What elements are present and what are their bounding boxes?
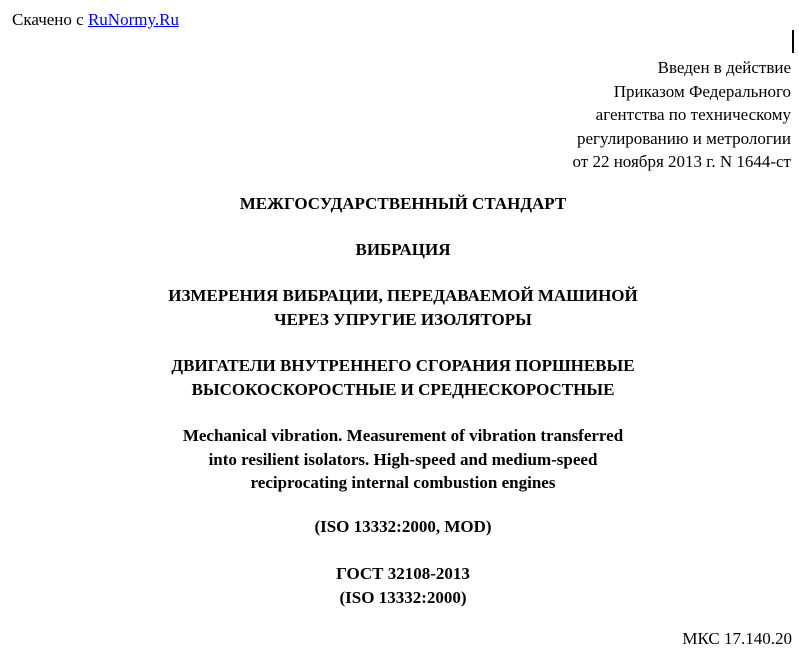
enactment-line: от 22 ноября 2013 г. N 1644-ст — [572, 152, 791, 171]
subtitle2-line: ДВИГАТЕЛИ ВНУТРЕННЕГО СГОРАНИЯ ПОРШНЕВЫЕ — [171, 356, 635, 375]
subtitle2-line: ВЫСОКОСКОРОСТНЫЕ И СРЕДНЕСКОРОСТНЫЕ — [191, 379, 615, 399]
gost-number-text: ГОСТ 32108-2013 — [336, 564, 470, 583]
source-line — [12, 9, 179, 31]
english-title-line: reciprocating internal combustion engines — [250, 473, 556, 492]
text-cursor — [792, 30, 794, 53]
english-title-line: Mechanical vibration. Measurement of vibration transferred — [182, 426, 624, 445]
standard-type-text: МЕЖГОСУДАРСТВЕННЫЙ СТАНДАРТ — [239, 194, 567, 213]
source-link[interactable]: RuNormy.Ru — [87, 10, 179, 29]
subtitle-block — [0, 284, 799, 331]
standard-type-heading — [0, 192, 799, 216]
subtitle2-block — [0, 354, 799, 401]
enactment-line: агентства по техническому — [595, 105, 791, 124]
subtitle-line: ИЗМЕРЕНИЯ ВИБРАЦИИ, ПЕРЕДАВАЕМОЙ МАШИНОЙ — [168, 286, 638, 305]
iso-mod-heading — [0, 515, 799, 539]
source-prefix: Скачено с — [12, 10, 88, 29]
enactment-line: Введен в действие — [657, 58, 791, 77]
enactment-line: Приказом Федерального — [613, 81, 791, 101]
main-title-text: ВИБРАЦИЯ — [355, 240, 451, 259]
mks-code: МКС 17.140.20 — [682, 629, 792, 648]
enactment-line: регулированию и метрологии — [576, 128, 791, 148]
main-title — [0, 238, 799, 262]
gost-number-block — [0, 562, 799, 609]
enactment-block — [573, 56, 792, 174]
iso-mod-text: (ISO 13332:2000, MOD) — [314, 517, 492, 536]
iso-ref-text: (ISO 13332:2000) — [339, 587, 467, 607]
english-title-line: into resilient isolators. High-speed and medium-speed — [208, 449, 598, 469]
english-title-block — [0, 424, 799, 495]
subtitle-line: ЧЕРЕЗ УПРУГИЕ ИЗОЛЯТОРЫ — [274, 309, 532, 329]
